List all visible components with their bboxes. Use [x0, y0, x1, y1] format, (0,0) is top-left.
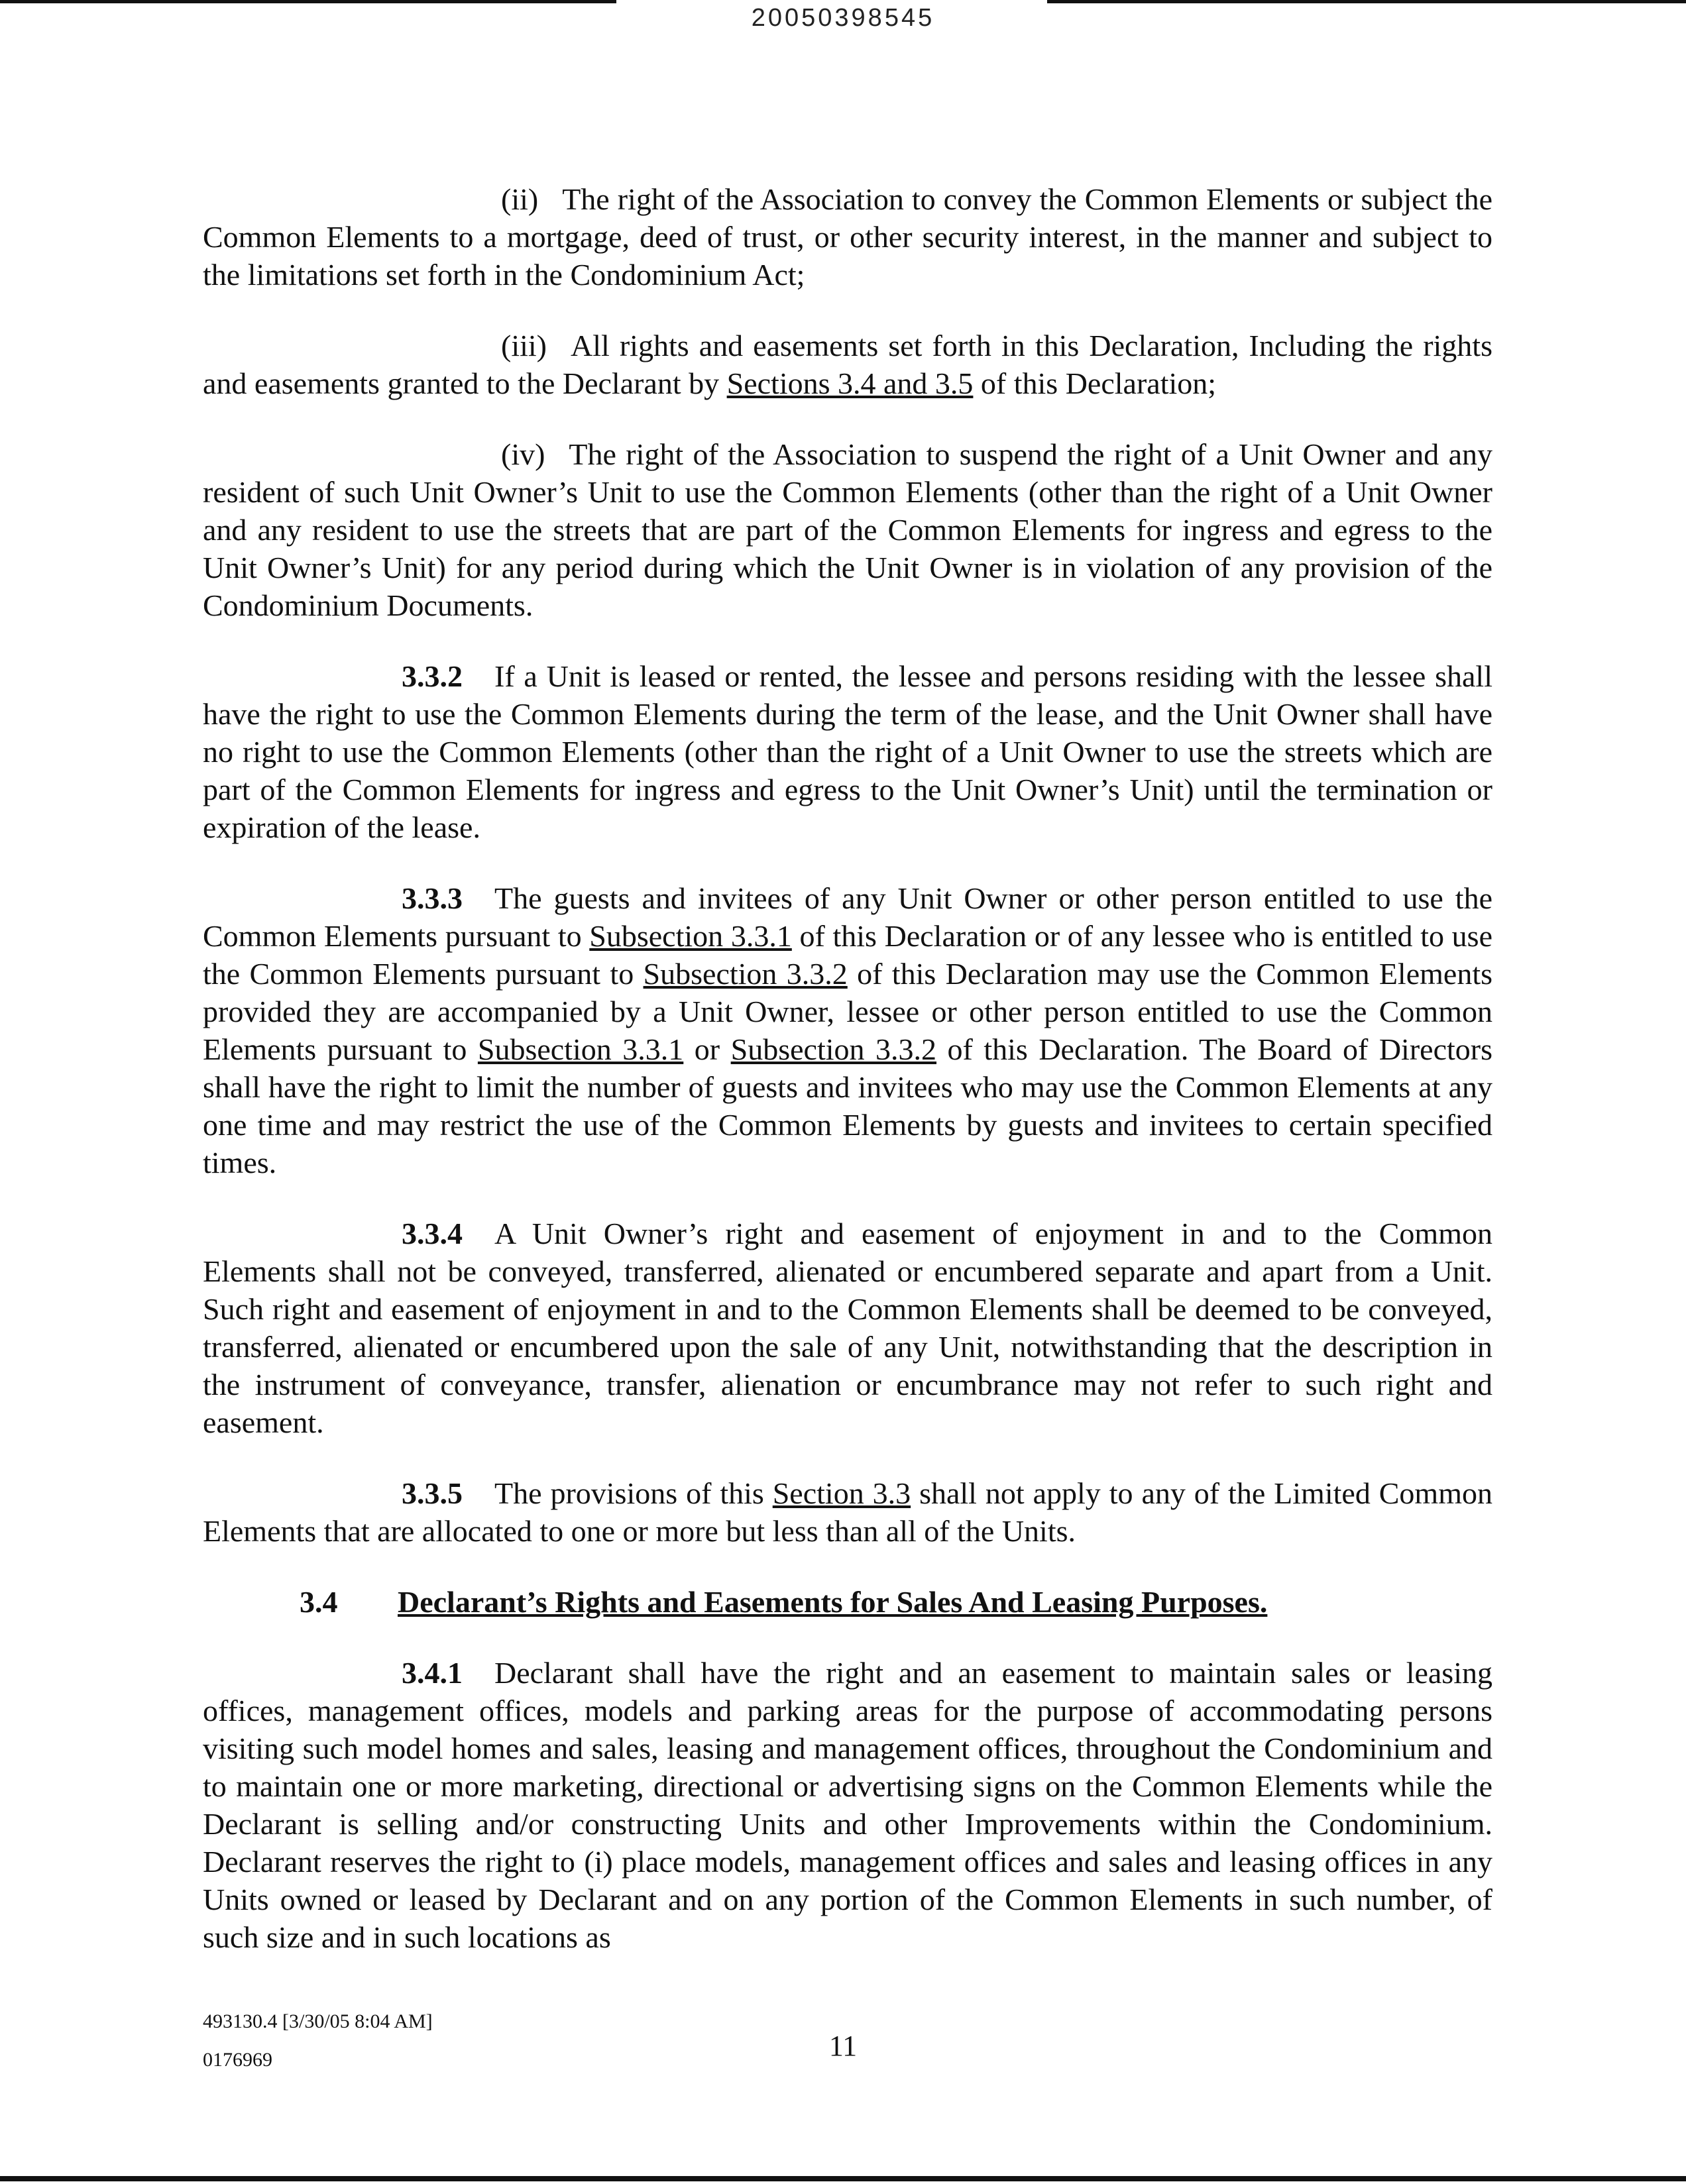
section-reference-link: Sections 3.4 and 3.5	[726, 366, 974, 400]
paragraph-text: of this Declaration. The Board of Directors shall have the right to limit the number of guests and invitees who may use the Common Elements at any one time and may restrict the use of the Common Elements by guests and invitees to certain specified times.	[203, 1032, 1492, 1179]
paragraph-3-3-3	[203, 879, 1492, 1181]
paragraph-number: 3.3.3	[402, 881, 463, 915]
paragraph-number: (iii)	[501, 329, 547, 362]
section-reference-link: Section 3.3	[772, 1476, 911, 1510]
paragraph-text: of this Declaration;	[973, 366, 1217, 400]
paragraph-iv	[203, 435, 1492, 624]
top-rule-right	[1047, 0, 1686, 3]
paragraph-text: shall not apply to any of the Limited Common Elements that are allocated to one or more but less than all of the Units.	[203, 1476, 1492, 1548]
paragraph-number: 3.3.5	[402, 1476, 463, 1510]
paragraph-number: 3.3.2	[402, 659, 463, 693]
paragraph-iii	[203, 327, 1492, 402]
paragraph-text: Declarant shall have the right and an easement to maintain sales or leasing offices, management offices, models and parking areas for the purpose of accommodating persons visiting such model homes and sales, leasing and management offices, throughout the Condominium and to maintain one or more marketing, directional or advertising signs on the Common Elements while the Declarant is selling and/or constructing Units and other Improvements within the Condominium. Declarant reserves the right to (i) place models, management offices and sales and leasing offices in any Units owned or leased by Declarant and on any portion of the Common Elements in such number, of such size and in such locations as	[203, 1656, 1492, 1954]
paragraph-text: If a Unit is leased or rented, the lessee and persons residing with the lessee shall have the right to use the Common Elements during the term of the lease, and the Unit Owner shall have no right to use the Common Elements (other than the right of a Unit Owner to use the streets which are part of the Common Elements for ingress and egress to the Unit Owner’s Unit) until the termination or expiration of the lease.	[203, 659, 1492, 844]
paragraph-text: The guests and invitees of any Unit Owner or other person entitled to use the Common Elements pursuant to	[203, 881, 1492, 953]
footer-doc-ref: 493130.4 [3/30/05 8:04 AM]	[203, 2010, 433, 2032]
paragraph-text: The provisions of this	[494, 1476, 773, 1510]
section-heading-title: Declarant’s Rights and Easements for Sales And Leasing Purposes.	[398, 1585, 1268, 1619]
page-number: 11	[828, 2030, 858, 2062]
top-rule-left	[0, 0, 616, 3]
paragraph-3-3-5	[203, 1474, 1492, 1550]
paragraph-text: of this Declaration or of any lessee who is entitled to use the Common Elements pursuant to	[203, 919, 1492, 991]
document-number: 20050398545	[751, 4, 935, 32]
subsection-reference-link: Subsection 3.3.2	[643, 957, 848, 991]
paragraph-text: The right of the Association to suspend the right of a Unit Owner and any resident of such Unit Owner’s Unit to use the Common Elements (other than the right of a Unit Owner and any resident to use the streets that are part of the Common Elements for ingress and egress to the Unit Owner’s Unit) for any period during which the Unit Owner is in violation of any provision of the Condominium Documents.	[203, 437, 1492, 622]
bottom-rule	[0, 2176, 1686, 2181]
subsection-reference-link: Subsection 3.3.1	[589, 919, 792, 953]
section-heading-3-4	[203, 1583, 1492, 1621]
paragraph-3-3-4	[203, 1215, 1492, 1441]
paragraph-text: A Unit Owner’s right and easement of enjoyment in and to the Common Elements shall not be conveyed, transferred, alienated or encumbered separate and apart from a Unit. Such right and easement of enjoyment in and to the Common Elements shall be deemed to be conveyed, transferred, alienated or encumbered upon the sale of any Unit, notwithstanding that the description in the instrument of conveyance, transfer, alienation or encumbrance may not refer to such right and easement.	[203, 1217, 1492, 1439]
paragraph-text: or	[683, 1032, 731, 1066]
document-body	[203, 180, 1492, 1989]
paragraph-number: 3.4.1	[402, 1656, 463, 1690]
subsection-reference-link: Subsection 3.3.2	[730, 1032, 937, 1066]
paragraph-3-3-2	[203, 657, 1492, 846]
paragraph-text: All rights and easements set forth in this Declaration, Including the rights and easements granted to the Declarant by	[203, 329, 1492, 400]
subsection-reference-link: Subsection 3.3.1	[477, 1032, 684, 1066]
section-heading-number: 3.4	[300, 1585, 338, 1619]
paragraph-ii	[203, 180, 1492, 294]
paragraph-number: (ii)	[501, 182, 539, 216]
paragraph-text: The right of the Association to convey the Common Elements or subject the Common Elements to a mortgage, deed of trust, or other security interest, in the manner and subject to the limitations set forth in the Condominium Act;	[203, 182, 1492, 292]
paragraph-text: of this Declaration may use the Common Elements provided they are accompanied by a Unit Owner, lessee or other person entitled to use the Common Elements pursuant to	[203, 957, 1492, 1066]
paragraph-number: (iv)	[501, 437, 545, 471]
paragraph-3-4-1	[203, 1654, 1492, 1956]
paragraph-number: 3.3.4	[402, 1217, 463, 1250]
footer-client-number: 0176969	[203, 2049, 272, 2071]
